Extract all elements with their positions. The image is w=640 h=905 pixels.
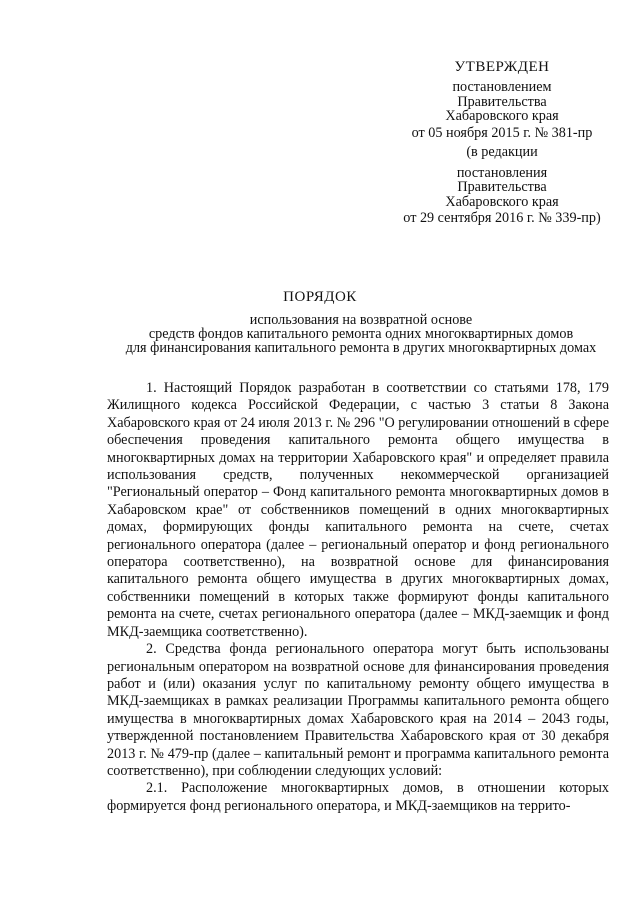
approval-amendment-date: от 29 сентября 2016 г. № 339-пр) <box>403 210 601 226</box>
approval-line: Правительства <box>457 179 547 195</box>
approval-line: Правительства <box>457 93 547 110</box>
document-title: ПОРЯДОК <box>283 289 357 305</box>
subtitle-line: для финансирования капитального ремонта в других многоквартирных домах <box>125 340 597 356</box>
approval-line: постановлением <box>452 79 552 95</box>
approval-line: Хабаровского края <box>445 193 559 210</box>
subtitle-line: средств фондов капитального ремонта одних многоквартирных домов <box>148 326 574 342</box>
subtitle-line: использования на возвратной основе <box>249 312 473 328</box>
document-body <box>107 380 609 815</box>
approval-stamp <box>392 58 612 228</box>
approval-decree-date: от 05 ноября 2015 г. № 381-пр <box>411 124 593 141</box>
paragraph-2-1: 2.1. Расположение многоквартирных домов, в отношении которых формируется фонд регионального оператора, и МКД-заемщиков на террито- <box>107 780 609 814</box>
approval-line: (в редакции <box>466 143 538 160</box>
approval-line: Хабаровского края <box>445 108 559 124</box>
paragraph-1: 1. Настоящий Порядок разработан в соответствии со статьями 178, 179 Жилищного кодекса Российской Федерации, с частью 3 статьи 8 Закона Хабаровского края от 24 июля 2013 г. № 296 "О регулировании отношений в сфере обеспечения проведения капитального ремонта общего имущества в многоквартирных домах на территории Хабаровского края" и определяет правила использования средств, полученных некоммерческой организацией "Региональный оператор – Фонд капитального ремонта многоквартирных домов в Хабаровском крае" от собственников помещений в одних многоквартирных домах, формирующих фонды капитального ремонта на счете, счетах регионального оператора (далее – региональный оператор и фонд регионального оператора соответственно), на возвратной основе для финансирования капитального ремонта общего имущества в других многоквартирных домах, собственники помещений в которых также формируют фонды капитального ремонта на счете, счетах регионального оператора (далее – МКД-заемщик и фонд МКД-заемщика соответственно). <box>107 380 609 640</box>
approval-title: УТВЕРЖДЕН <box>454 59 550 75</box>
paragraph-2: 2. Средства фонда регионального оператора могут быть использованы региональным оператором на возвратной основе для финансирования проведения работ и (или) оказания услуг по капитальному ремонту общего имущества в МКД-заемщиках в рамках реализации Программы капитального ремонта общего имущества в многоквартирных домах Хабаровского края на 2014 – 2043 годы, утвержденной постановлением Правительства Хабаровского края от 30 декабря 2013 г. № 479-пр (далее – капитальный ремонт и программа капитального ремонта соответственно), при соблюдении следующих условий: <box>107 641 609 779</box>
approval-line: постановления <box>456 164 548 181</box>
document-subtitle <box>0 313 640 355</box>
